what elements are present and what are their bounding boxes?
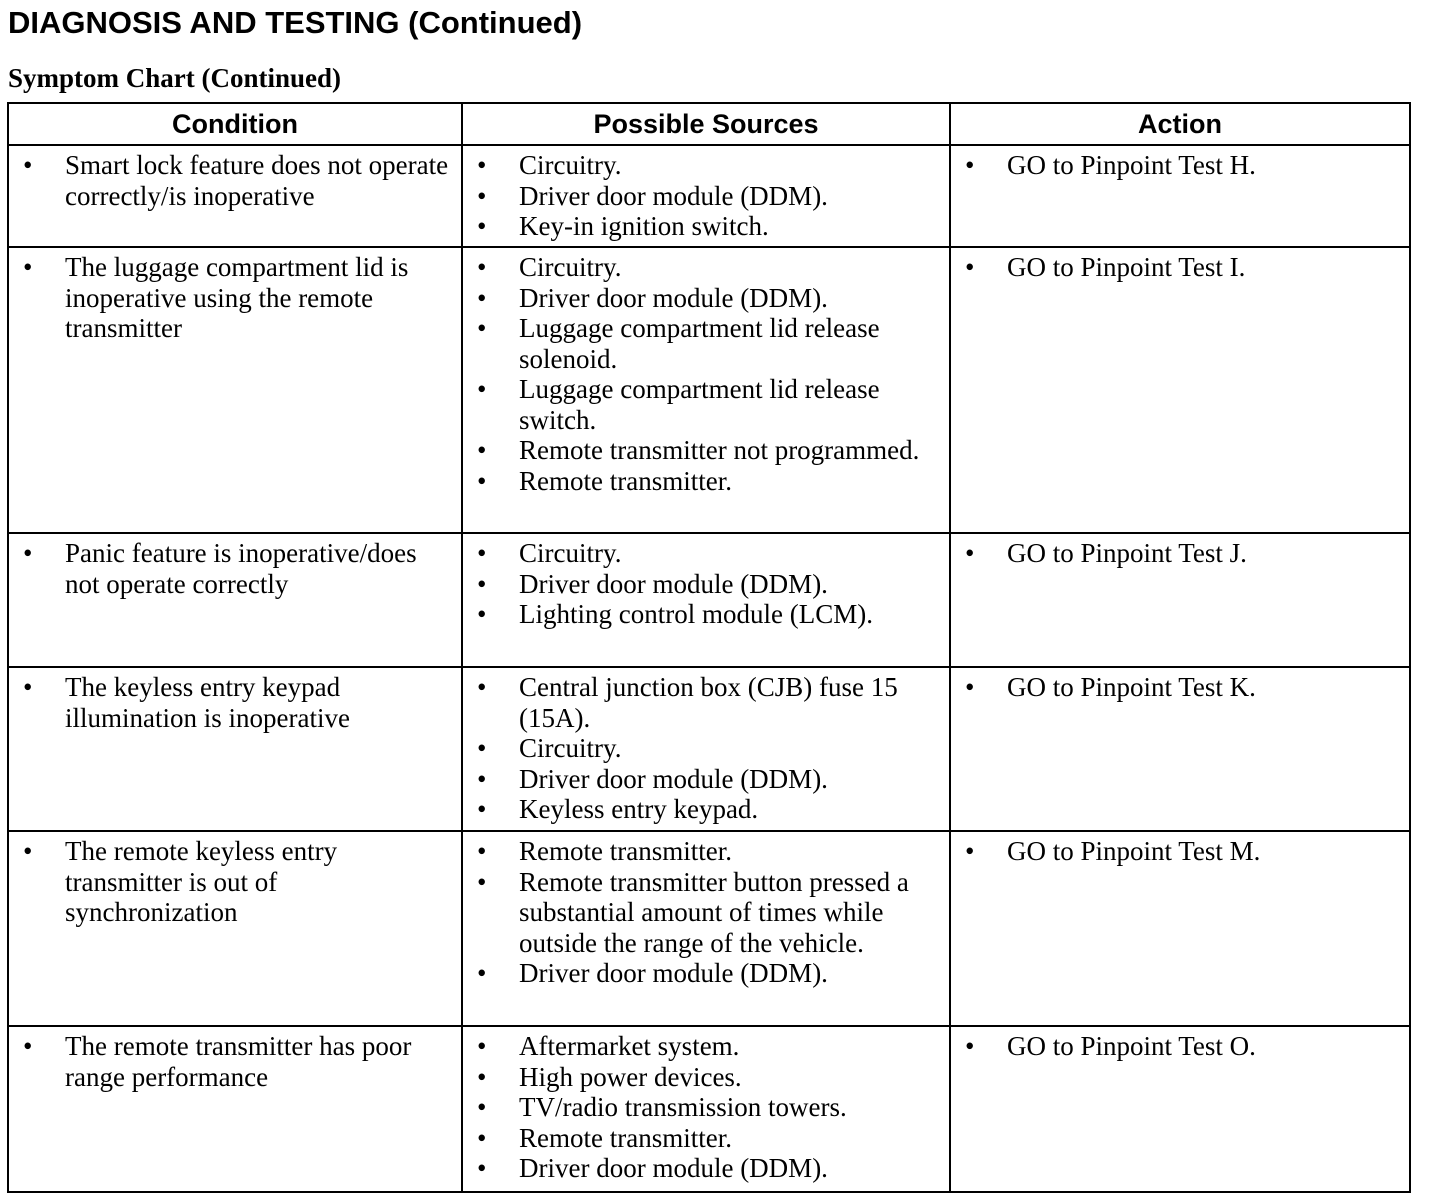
possible-sources-cell-list [477,1031,943,1184]
possible-sources-cell-list [477,836,943,989]
source-item: • TV/radio transmission towers. [477,1092,943,1123]
table-row [8,667,1410,831]
column-header-action: Action [950,103,1410,145]
source-item: • Remote transmitter button pressed a substantial amount of times while outside the range of the vehicle. [477,867,943,959]
action-text: • GO to Pinpoint Test H. [965,150,1403,181]
possible-sources-cell [462,667,950,831]
table-row [8,1026,1410,1192]
source-item: • Central junction box (CJB) fuse 15 (15A). [477,672,943,733]
possible-sources-cell [462,831,950,1026]
source-item: • Keyless entry keypad. [477,794,943,825]
action-cell [950,667,1410,831]
possible-sources-cell [462,145,950,247]
action-text: • GO to Pinpoint Test M. [965,836,1403,867]
condition-cell-list [23,538,455,599]
action-text: • GO to Pinpoint Test K. [965,672,1403,703]
action-cell-list [965,836,1403,867]
condition-text: • Smart lock feature does not operate correctly/is inoperative [23,150,455,211]
table-header-row [8,103,1410,145]
action-cell-list [965,1031,1403,1062]
condition-text: • The remote transmitter has poor range performance [23,1031,455,1092]
source-item: • Driver door module (DDM). [477,958,943,989]
condition-text: • Panic feature is inoperative/does not operate correctly [23,538,455,599]
condition-cell [8,145,462,247]
table-row [8,533,1410,667]
page-heading: DIAGNOSIS AND TESTING (Continued) [8,5,583,40]
source-item: • Circuitry. [477,150,943,181]
action-cell [950,145,1410,247]
possible-sources-cell-list [477,150,943,242]
possible-sources-cell [462,533,950,667]
condition-cell [8,831,462,1026]
source-item: • Driver door module (DDM). [477,569,943,600]
condition-cell-list [23,836,455,928]
source-item: • Key-in ignition switch. [477,211,943,242]
column-header-condition: Condition [8,103,462,145]
source-item: • Driver door module (DDM). [477,764,943,795]
condition-cell [8,667,462,831]
source-item: • Remote transmitter. [477,466,943,497]
source-item: • Circuitry. [477,538,943,569]
source-item: • Luggage compartment lid release solenoid. [477,313,943,374]
source-item: • Lighting control module (LCM). [477,599,943,630]
condition-cell [8,533,462,667]
possible-sources-cell-list [477,538,943,630]
condition-text: • The remote keyless entry transmitter is out of synchronization [23,836,455,928]
condition-cell [8,247,462,533]
action-cell-list [965,150,1403,181]
source-item: • Luggage compartment lid release switch. [477,374,943,435]
table-row [8,247,1410,533]
possible-sources-cell [462,1026,950,1192]
condition-cell-list [23,672,455,733]
condition-cell-list [23,1031,455,1092]
chart-title: Symptom Chart (Continued) [8,63,342,93]
condition-text: • The keyless entry keypad illumination is inoperative [23,672,455,733]
source-item: • Remote transmitter. [477,836,943,867]
table-row [8,831,1410,1026]
action-cell [950,247,1410,533]
action-text: • GO to Pinpoint Test J. [965,538,1403,569]
action-cell [950,533,1410,667]
source-item: • Remote transmitter. [477,1123,943,1154]
condition-cell [8,1026,462,1192]
table-row [8,145,1410,247]
source-item: • Aftermarket system. [477,1031,943,1062]
source-item: • High power devices. [477,1062,943,1093]
source-item: • Remote transmitter not programmed. [477,435,943,466]
source-item: • Circuitry. [477,252,943,283]
action-text: • GO to Pinpoint Test I. [965,252,1403,283]
action-cell [950,1026,1410,1192]
possible-sources-cell [462,247,950,533]
possible-sources-cell-list [477,252,943,496]
action-cell [950,831,1410,1026]
condition-cell-list [23,150,455,211]
possible-sources-cell-list [477,672,943,825]
column-header-possible-sources: Possible Sources [462,103,950,145]
source-item: • Driver door module (DDM). [477,283,943,314]
symptom-chart-table [7,102,1411,1193]
source-item: • Circuitry. [477,733,943,764]
condition-text: • The luggage compartment lid is inoperative using the remote transmitter [23,252,455,344]
action-cell-list [965,538,1403,569]
source-item: • Driver door module (DDM). [477,1153,943,1184]
source-item: • Driver door module (DDM). [477,181,943,212]
action-text: • GO to Pinpoint Test O. [965,1031,1403,1062]
action-cell-list [965,672,1403,703]
action-cell-list [965,252,1403,283]
condition-cell-list [23,252,455,344]
